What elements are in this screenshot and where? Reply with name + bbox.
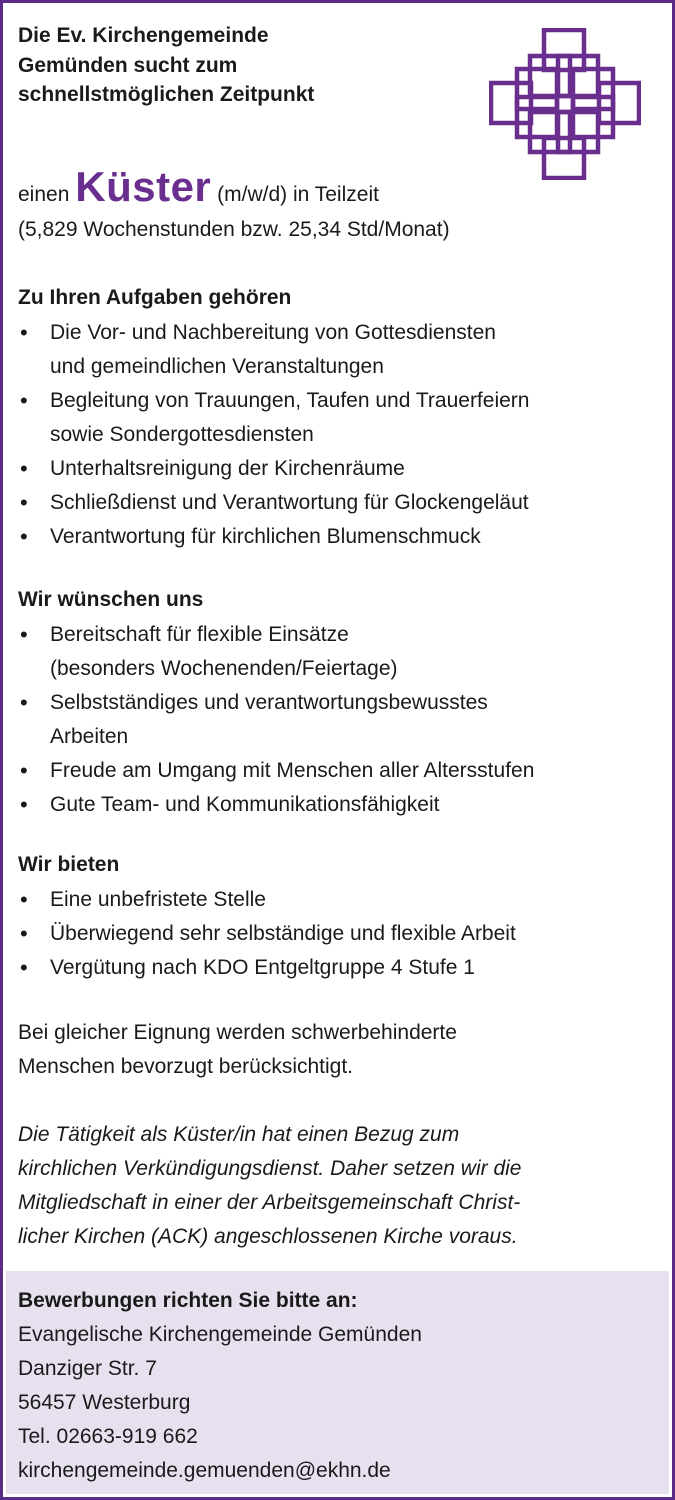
list-item-text: • Verantwortung für kirchlichen Blumenschmuck: [50, 525, 481, 548]
list-item: [18, 883, 666, 917]
church-cross-logo-icon: [489, 28, 641, 180]
contact-box: [6, 1271, 669, 1494]
list-item: [18, 452, 666, 486]
list-item-text: • Vergütung nach KDO Entgeltgruppe 4 Stufe 1: [50, 956, 475, 979]
position-title: Küster: [75, 163, 212, 210]
list-item: [18, 618, 666, 686]
list-item-text: und gemeindlichen Veranstaltungen: [50, 355, 384, 378]
tasks-list: [18, 316, 666, 554]
paragraph-line: licher Kirchen (ACK) angeschlossenen Kirche voraus.: [18, 1225, 518, 1248]
paragraph-line: kirchlichen Verkündigungsdienst. Daher setzen wir die: [18, 1157, 522, 1180]
tasks-heading: Zu Ihren Aufgaben gehören: [18, 286, 292, 309]
list-item-text: • Bereitschaft für flexible Einsätze: [50, 623, 349, 646]
list-item-text: • Unterhaltsreinigung der Kirchenräume: [50, 457, 405, 480]
list-item-text: (besonders Wochenenden/Feiertage): [50, 657, 398, 680]
contact-org: Evangelische Kirchengemeinde Gemünden: [18, 1323, 422, 1346]
list-item: [18, 384, 666, 452]
list-item: [18, 754, 666, 788]
paragraph-line: Die Tätigkeit als Küster/in hat einen Bezug zum: [18, 1123, 460, 1146]
wishes-heading: Wir wünschen uns: [18, 588, 204, 611]
list-item: [18, 316, 666, 384]
intro-heading: [18, 21, 458, 110]
offers-list: [18, 883, 666, 985]
list-item-text: • Freude am Umgang mit Menschen aller Altersstufen: [50, 759, 535, 782]
list-item-text: sowie Sondergottesdiensten: [50, 423, 314, 446]
equality-statement: [18, 1016, 658, 1084]
intro-line: schnellstmöglichen Zeitpunkt: [18, 83, 315, 106]
list-item-text: • Überwiegend sehr selbständige und flexible Arbeit: [50, 922, 516, 945]
list-item: [18, 520, 666, 554]
list-item-text: • Selbstständiges und verantwortungsbewusstes: [50, 691, 488, 714]
position-prefix: einen: [18, 183, 70, 206]
offers-heading: Wir bieten: [18, 853, 120, 876]
wishes-list: [18, 618, 666, 822]
paragraph-line: Mitgliedschaft in einer der Arbeitsgemeinschaft Christ-: [18, 1191, 521, 1214]
list-item-text: • Begleitung von Trauungen, Taufen und Trauerfeiern: [50, 389, 530, 412]
intro-line: Gemünden sucht zum: [18, 53, 238, 77]
list-item: [18, 951, 666, 985]
list-item-text: • Eine unbefristete Stelle: [50, 888, 266, 911]
contact-email[interactable]: kirchengemeinde.gemuenden@ekhn.de: [18, 1459, 391, 1482]
church-membership-note: [18, 1118, 658, 1254]
list-item-text: Arbeiten: [50, 725, 129, 748]
contact-city: 56457 Westerburg: [18, 1391, 191, 1414]
intro-line: Die Ev. Kirchengemeinde: [18, 24, 269, 47]
position-suffix: (m/w/d) in Teilzeit: [217, 183, 379, 206]
list-item-text: • Schließdienst und Verantwortung für Glockengeläut: [50, 491, 529, 514]
list-item: [18, 686, 666, 754]
paragraph-line: Menschen bevorzugt berücksichtigt.: [18, 1055, 354, 1078]
working-hours: (5,829 Wochenstunden bzw. 25,34 Std/Monat): [18, 218, 450, 241]
contact-heading: Bewerbungen richten Sie bitte an:: [18, 1289, 358, 1312]
contact-phone: Tel. 02663-919 662: [18, 1425, 198, 1448]
contact-street: Danziger Str. 7: [18, 1357, 157, 1380]
list-item: [18, 788, 666, 822]
position-title-line: [18, 163, 379, 211]
list-item: [18, 917, 666, 951]
paragraph-line: Bei gleicher Eignung werden schwerbehinderte: [18, 1021, 457, 1044]
list-item: [18, 486, 666, 520]
list-item-text: • Die Vor- und Nachbereitung von Gottesdiensten: [50, 321, 496, 344]
list-item-text: • Gute Team- und Kommunikationsfähigkeit: [50, 793, 440, 816]
